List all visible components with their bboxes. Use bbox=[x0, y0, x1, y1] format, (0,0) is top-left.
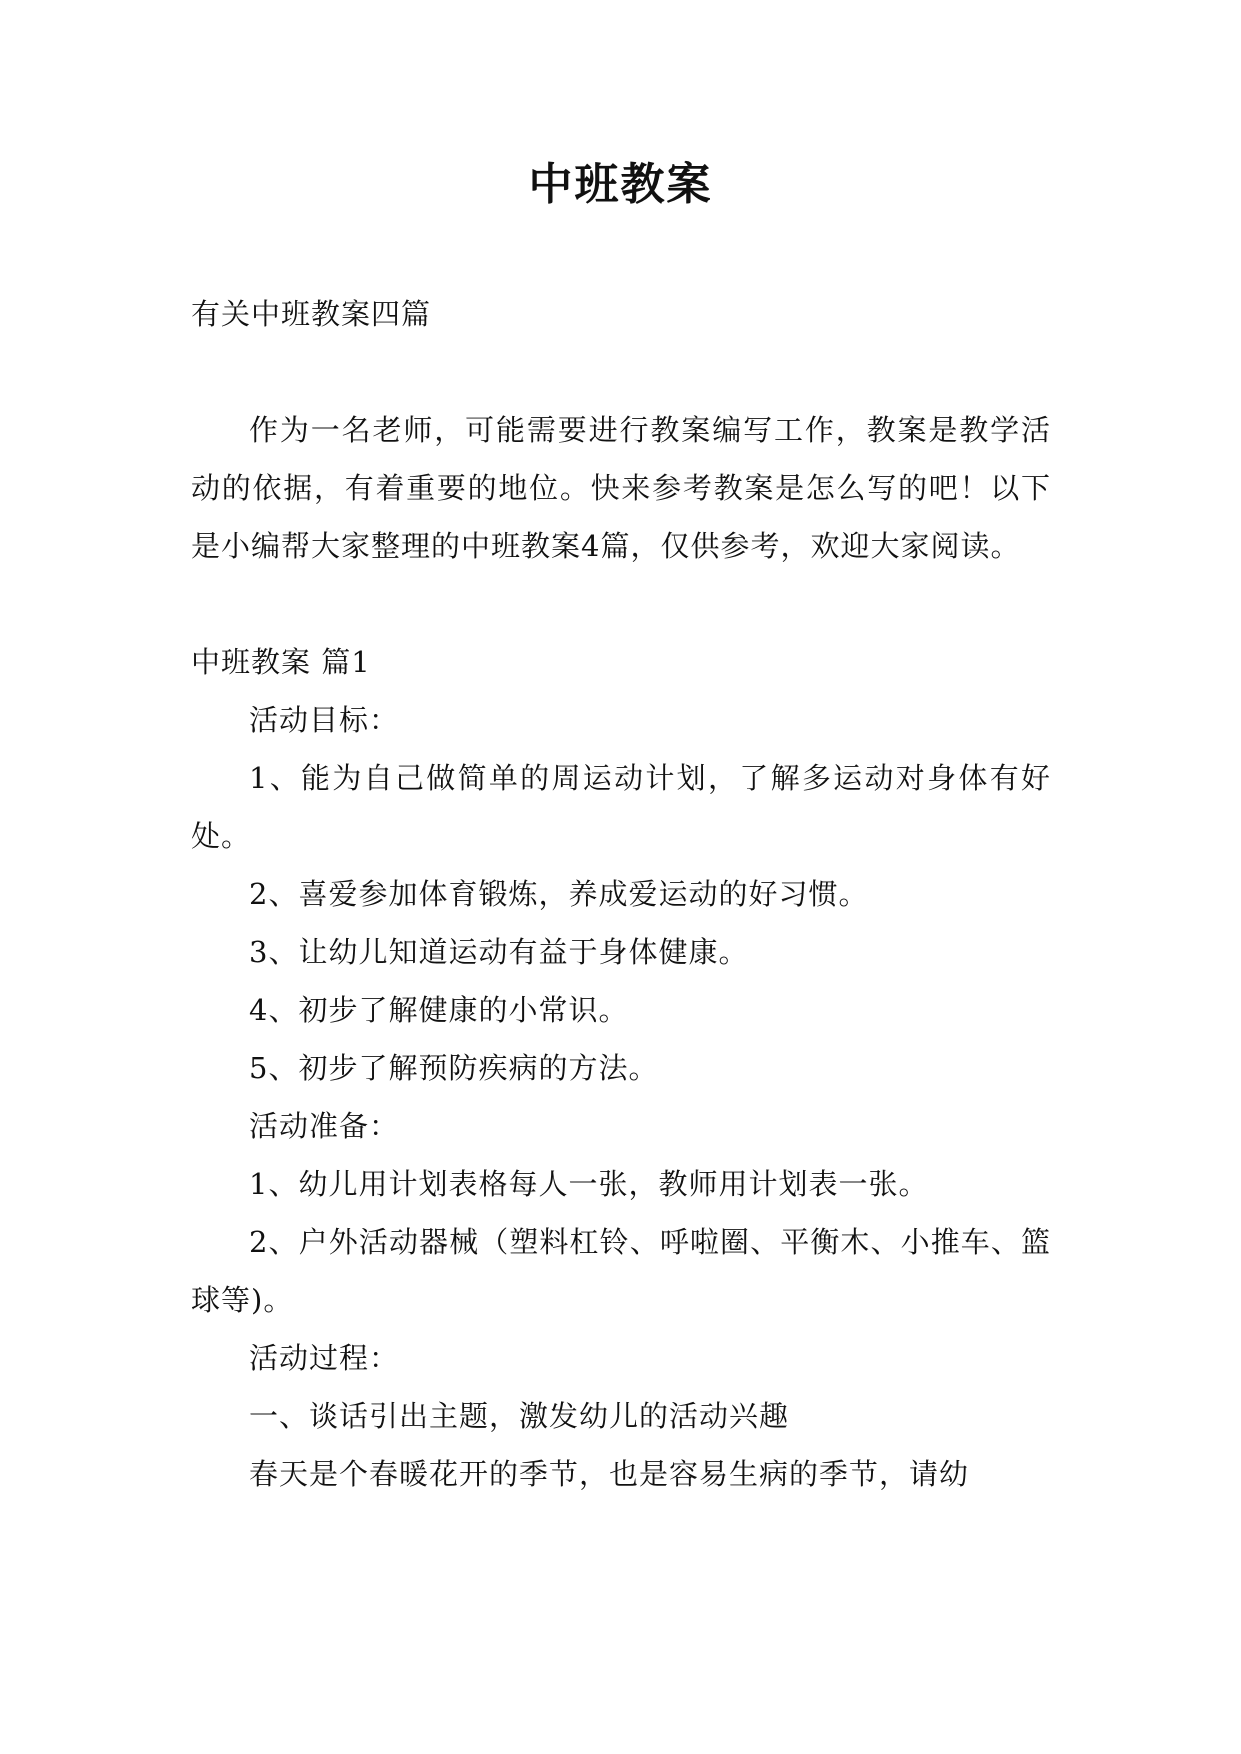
prep-item: 1、幼儿用计划表格每人一张，教师用计划表一张。 bbox=[249, 1167, 929, 1201]
prep-item: 2、户外活动器械（塑料杠铃、呼啦圈、平衡木、小推车、篮球等)。 bbox=[191, 1225, 1051, 1317]
spacer bbox=[191, 575, 1051, 633]
process-text: 春天是个春暖花开的季节，也是容易生病的季节，请幼 bbox=[249, 1457, 970, 1491]
intro-paragraph: 作为一名老师，可能需要进行教案编写工作，教案是教学活动的依据，有着重要的地位。快来参考教案是怎么写的吧！以下是小编帮大家整理的中班教案4篇，仅供参考，欢迎大家阅读。 bbox=[191, 413, 1051, 563]
goals-heading: 活动目标： bbox=[249, 703, 400, 737]
goal-item: 2、喜爱参加体育锻炼，养成爱运动的好习惯。 bbox=[249, 877, 869, 911]
goal-item: 4、初步了解健康的小常识。 bbox=[249, 993, 629, 1027]
goal-item: 1、能为自己做简单的周运动计划，了解多运动对身体有好处。 bbox=[191, 761, 1051, 853]
prep-heading: 活动准备： bbox=[249, 1109, 400, 1143]
document-body bbox=[191, 285, 1051, 1503]
process-heading: 活动过程： bbox=[249, 1341, 400, 1375]
section-heading: 中班教案 篇1 bbox=[191, 645, 371, 679]
page-title: 中班教案 bbox=[528, 159, 713, 210]
process-step: 一、谈话引出主题，激发幼儿的活动兴趣 bbox=[249, 1399, 790, 1433]
goal-item: 5、初步了解预防疾病的方法。 bbox=[249, 1051, 659, 1085]
document-subtitle: 有关中班教案四篇 bbox=[191, 297, 432, 331]
goal-item: 3、让幼儿知道运动有益于身体健康。 bbox=[249, 935, 749, 969]
spacer bbox=[191, 343, 1051, 401]
